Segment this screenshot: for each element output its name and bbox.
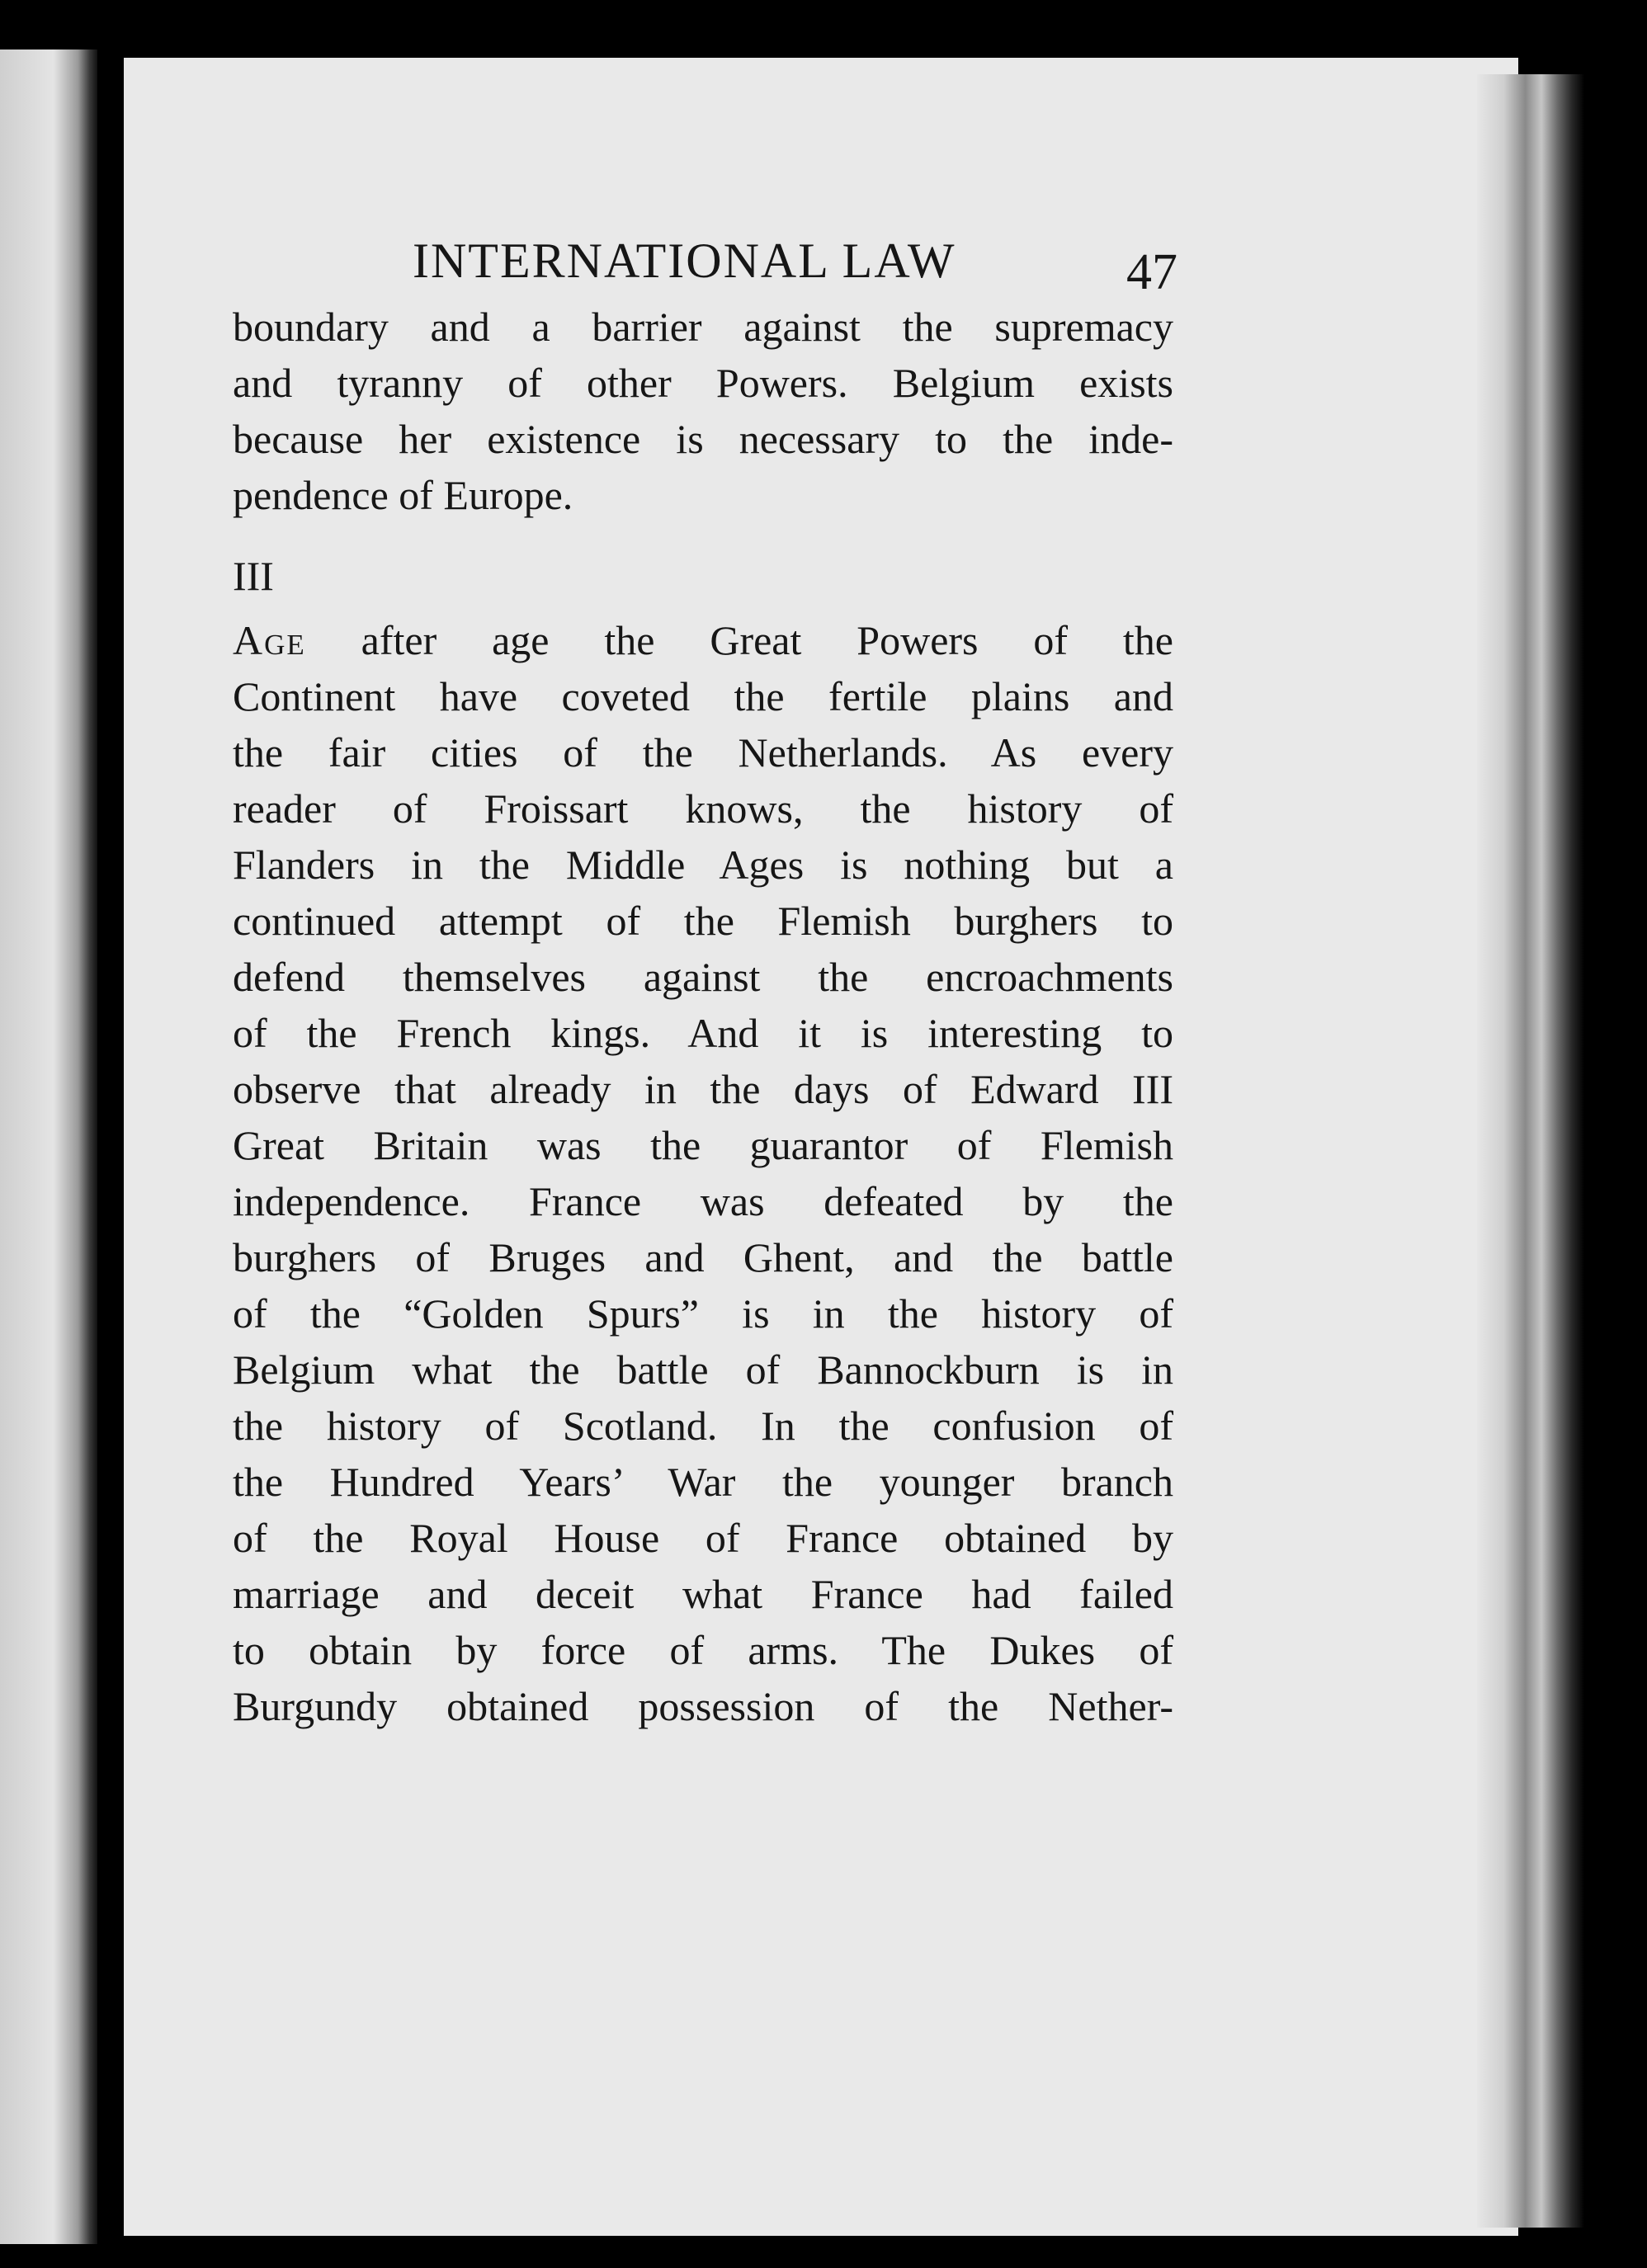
text-line [233,612,1173,668]
text-line-rest: after age the Great Powers of the [361,617,1173,663]
text-line: independence. France was defeated by the [233,1178,1173,1224]
section-lead-word: Age [233,617,306,663]
text-line: of the “Golden Spurs” is in the history of [233,1290,1173,1337]
text-line: the history of Scotland. In the confusion of [233,1403,1173,1449]
text-line: defend themselves against the encroachments [233,954,1173,1000]
text-line: to obtain by force of arms. The Dukes of [233,1627,1173,1673]
text-line: because her existence is necessary to the inde- [233,416,1173,462]
text-line: the fair cities of the Netherlands. As every [233,729,1173,776]
running-head: INTERNATIONAL LAW [413,233,956,288]
text-line: Belgium what the battle of Bannockburn is in [233,1346,1173,1393]
text-line: burghers of Bruges and Ghent, and the battle [233,1234,1173,1280]
section-numeral: III [233,553,274,599]
text-line: of the French kings. And it is interesting to [233,1010,1173,1056]
text-line: pendence of Europe. [233,472,573,518]
text-line: boundary and a barrier against the supremacy [233,304,1173,350]
text-line: reader of Froissart knows, the history of [233,785,1173,832]
text-line: Burgundy obtained possession of the Nether- [233,1683,1173,1729]
left-page-edge [0,50,97,2244]
text-line: of the Royal House of France obtained by [233,1515,1173,1561]
page-number: 47 [1126,244,1177,300]
text-line: Great Britain was the guarantor of Flemish [233,1122,1173,1168]
text-line: Continent have coveted the fertile plains and [233,673,1173,719]
text-line: Flanders in the Middle Ages is nothing but a [233,842,1173,888]
text-line: and tyranny of other Powers. Belgium exists [233,360,1173,406]
right-page-edges [1477,74,1584,2228]
text-line: marriage and deceit what France had failed [233,1571,1173,1617]
body-text [233,299,1173,1734]
text-line: observe that already in the days of Edward III [233,1066,1173,1112]
text-line: continued attempt of the Flemish burghers to [233,898,1173,944]
text-line: the Hundred Years’ War the younger branch [233,1459,1173,1505]
